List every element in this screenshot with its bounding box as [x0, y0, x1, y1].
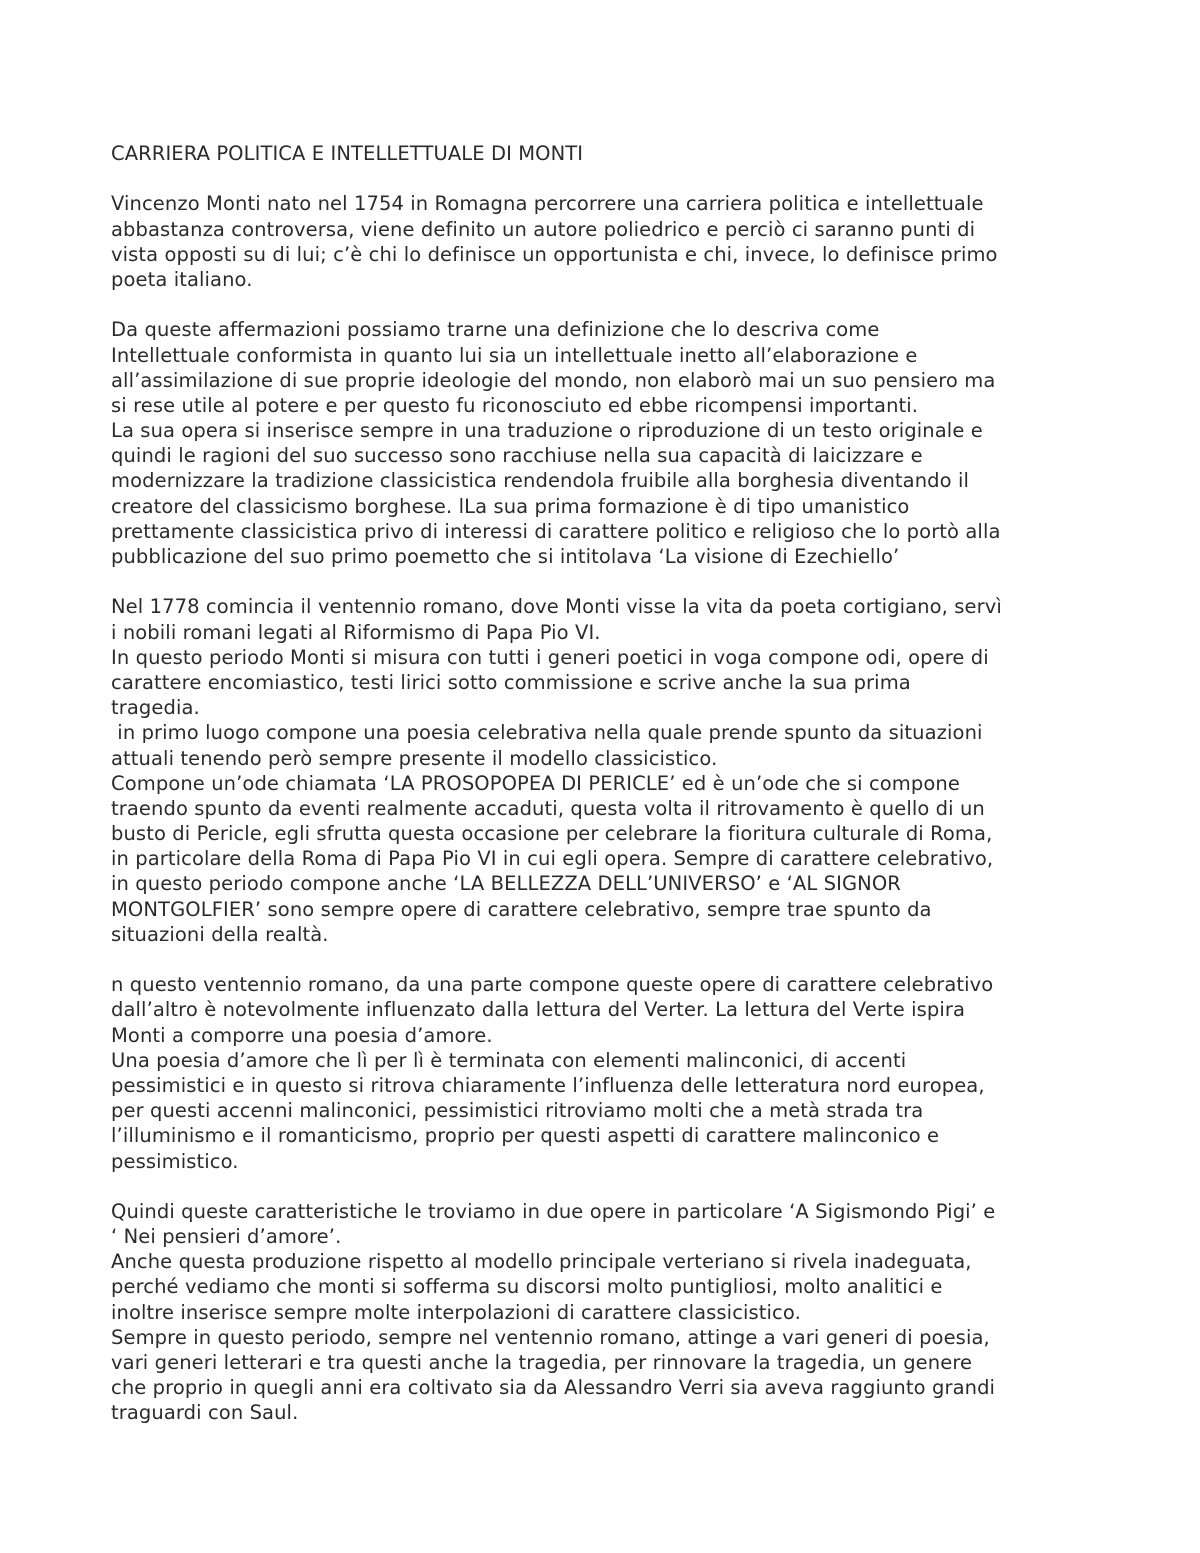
text-line: traendo spunto da eventi realmente accaduti, questa volta il ritrovamento è quello di un [111, 796, 985, 820]
text-line: in particolare della Roma di Papa Pio VI in cui egli opera. Sempre di carattere celebrativo, [111, 847, 994, 871]
text-line: in questo periodo compone anche ‘LA BELLEZZA DELL’UNIVERSO’ e ‘AL SIGNOR [111, 872, 901, 896]
text-line: In questo periodo Monti si misura con tutti i generi poetici in voga compone odi, opere di [111, 645, 989, 669]
text-line: Quindi queste caratteristiche le troviamo in due opere in particolare ‘A Sigismondo Pigi’ e [111, 1199, 996, 1223]
text-line: vari generi letterari e tra questi anche la tragedia, per rinnovare la tragedia, un genere [111, 1351, 973, 1374]
paragraph-gap [111, 569, 1091, 594]
text-line: i nobili romani legati al Riformismo di Papa Pio VI. [111, 620, 601, 644]
text-line: quindi le ragioni del suo successo sono racchiuse nella sua capacità di laicizzare e [111, 444, 923, 468]
text-line: l’illuminismo e il romanticismo, proprio per questi aspetti di carattere malinconico e [111, 1124, 940, 1148]
document-page [111, 141, 1091, 1426]
text-line: busto di Pericle, egli sfrutta questa occasione per celebrare la fioritura culturale di Roma, [111, 822, 993, 846]
text-line: tragedia. [111, 696, 200, 720]
paragraph-5 [111, 1199, 1091, 1426]
text-line: ‘ Nei pensieri d’amore’. [111, 1225, 342, 1249]
text-line: Anche questa produzione rispetto al modello principale verteriano si rivela inadeguata, [111, 1250, 972, 1274]
text-line: MONTGOLFIER’ sono sempre opere di carattere celebrativo, sempre trae spunto da [111, 897, 932, 921]
paragraph-1 [111, 191, 1091, 292]
paragraph-gap [111, 947, 1091, 972]
text-line: traguardi con Saul. [111, 1401, 299, 1425]
text-line: Da queste affermazioni possiamo trarne una definizione che lo descriva come [111, 318, 880, 342]
text-line: vista opposti su di lui; c’è chi lo definisce un opportunista e chi, invece, lo definisce primo [111, 242, 998, 266]
document-title: CARRIERA POLITICA E INTELLETTUALE DI MONTI [111, 142, 584, 165]
text-line: attuali tenendo però sempre presente il modello classicistico. [111, 746, 718, 770]
text-line: creatore del classicismo borghese. lLa sua prima formazione è di tipo umanistico [111, 494, 910, 518]
text-line: Una poesia d’amore che lì per lì è terminata con elementi malinconici, di accenti [111, 1048, 907, 1072]
text-line: Monti a comporre una poesia d’amore. [111, 1023, 493, 1047]
text-line: all’assimilazione di sue proprie ideologie del mondo, non elaborò mai un suo pensiero ma [111, 368, 996, 392]
paragraph-gap [111, 1174, 1091, 1199]
text-line: Vincenzo Monti nato nel 1754 in Romagna percorrere una carriera politica e intellettuale [111, 192, 984, 216]
text-line: Nel 1778 comincia il ventennio romano, dove Monti visse la vita da poeta cortigiano, servì [111, 595, 1002, 619]
text-line: Intellettuale conformista in quanto lui sia un intellettuale inetto all’elaborazione e [111, 343, 918, 367]
text-line: prettamente classicistica privo di interessi di carattere politico e religioso che lo portò alla [111, 519, 1001, 543]
text-line: carattere encomiastico, testi lirici sotto commissione e scrive anche la sua prima [111, 670, 911, 694]
text-line: inoltre inserisce sempre molte interpolazioni di carattere classicistico. [111, 1300, 801, 1324]
text-line: per questi accenni malinconici, pessimistici ritroviamo molti che a metà strada tra [111, 1099, 924, 1123]
text-line: Compone un’ode chiamata ‘LA PROSOPOPEA DI PERICLE’ ed è un’ode che si compone [111, 771, 960, 795]
paragraph-gap [111, 166, 1091, 191]
text-line: situazioni della realtà. [111, 922, 329, 946]
text-line: si rese utile al potere e per questo fu riconosciuto ed ebbe ricompensi importanti. [111, 393, 919, 417]
text-line: che proprio in quegli anni era coltivato sia da Alessandro Verri sia aveva raggiunto grandi [111, 1376, 996, 1400]
paragraph-2 [111, 317, 1091, 569]
text-line: dall’altro è notevolmente influenzato dalla lettura del Verter. La lettura del Verte ispira [111, 998, 966, 1022]
text-line: perché vediamo che monti si sofferma su discorsi molto puntigliosi, molto analitici e [111, 1275, 943, 1299]
text-line: abbastanza controversa, viene definito un autore poliedrico e perciò ci saranno punti di [111, 217, 976, 241]
text-line: pessimistici e in questo si ritrova chiaramente l’influenza delle letteratura nord europea, [111, 1073, 985, 1097]
text-line: pessimistico. [111, 1149, 239, 1173]
text-line: n questo ventennio romano, da una parte compone queste opere di carattere celebrativo [111, 973, 994, 997]
paragraph-3 [111, 594, 1091, 947]
paragraph-gap [111, 292, 1091, 317]
text-line: in primo luogo compone una poesia celebrativa nella quale prende spunto da situazioni [111, 721, 983, 745]
text-line: Sempre in questo periodo, sempre nel ventennio romano, attinge a vari generi di poesia, [111, 1325, 990, 1349]
text-line: La sua opera si inserisce sempre in una traduzione o riproduzione di un testo originale e [111, 419, 983, 443]
text-line: modernizzare la tradizione classicistica rendendola fruibile alla borghesia diventando il [111, 469, 970, 493]
paragraph-4 [111, 972, 1091, 1174]
text-line: pubblicazione del suo primo poemetto che si intitolava ‘La visione di Ezechiello’ [111, 545, 900, 568]
text-line: poeta italiano. [111, 267, 253, 291]
